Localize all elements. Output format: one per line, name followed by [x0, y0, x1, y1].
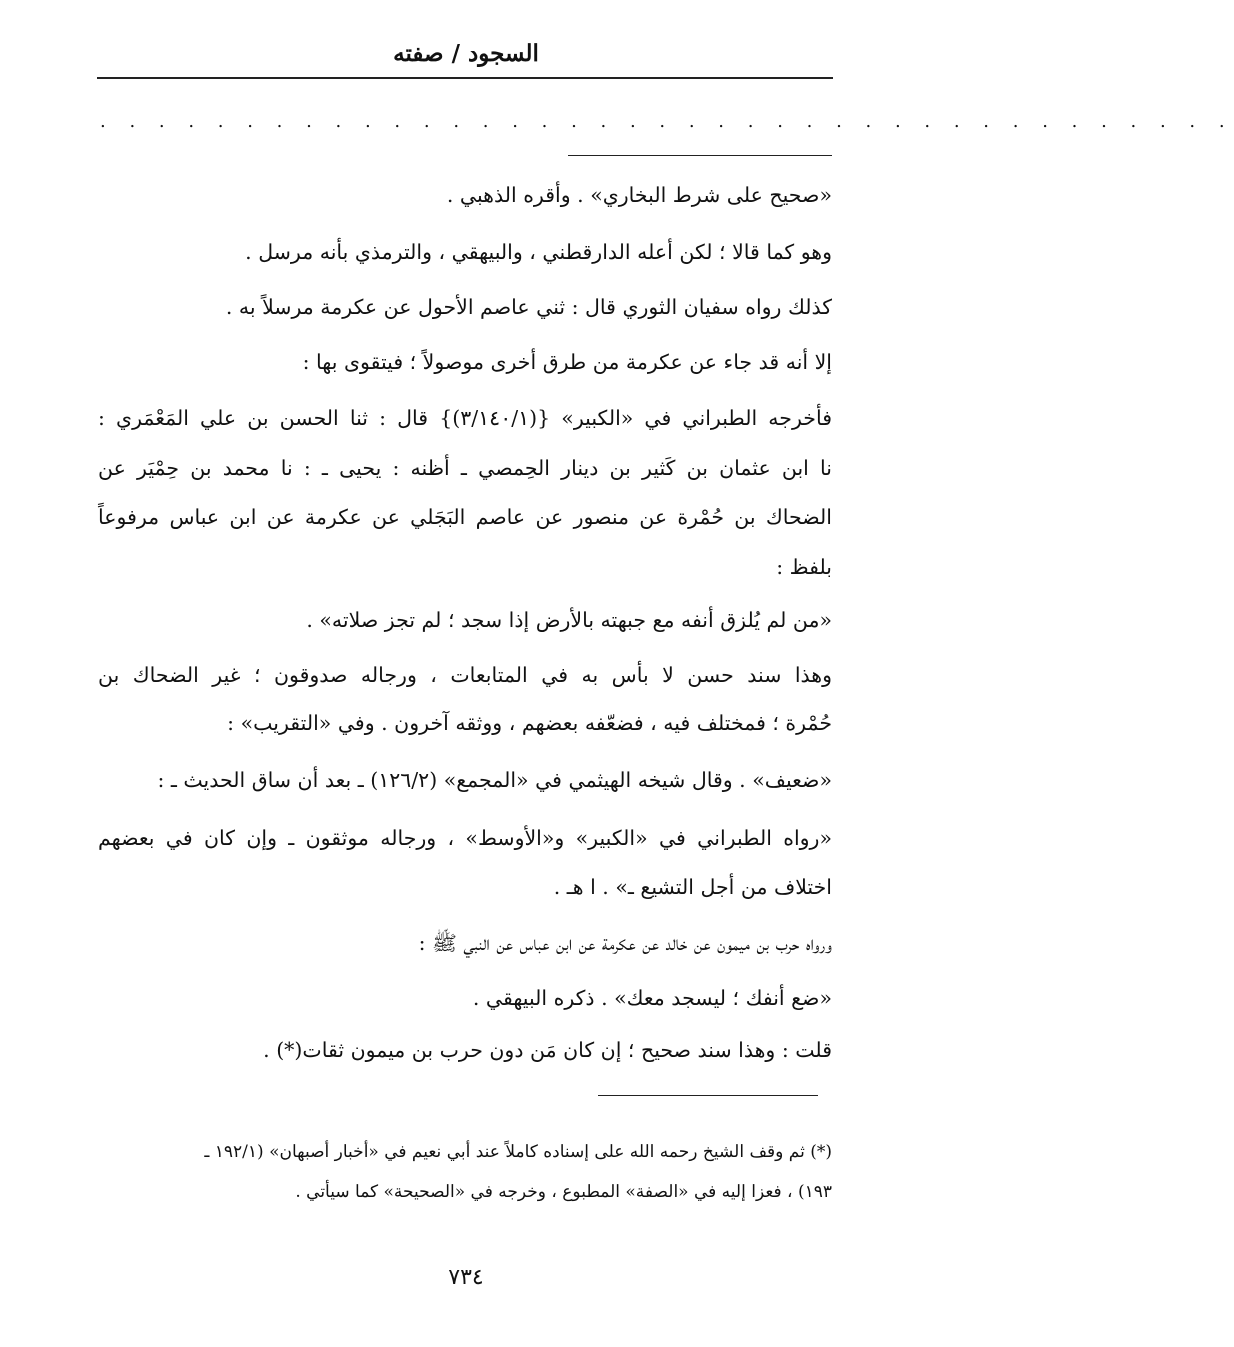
body-line: بلفظ : — [776, 555, 832, 579]
body-line: إلا أنه قد جاء عن عكرمة من طرق أخرى موصولاً ؛ فيتقوى بها : — [302, 350, 832, 374]
body-line: فأخرجه الطبراني في «الكبير» {(٣/١٤٠/١)} قال : ثنا الحسن بن علي المَعْمَري : — [98, 406, 832, 430]
body-line: وهو كما قالا ؛ لكن أعله الدارقطني ، والبيهقي ، والترمذي بأنه مرسل . — [245, 240, 832, 264]
running-header-title: السجود / صفته — [393, 40, 539, 67]
body-line: «ضع أنفك ؛ ليسجد معك» . ذكره البيهقي . — [472, 986, 832, 1010]
section-rule — [568, 155, 832, 156]
body-line: نا ابن عثمان بن كَثير بن دينار الحِمصي ـ أظنه : يحيى ـ : نا محمد بن حِمْيَر عن — [98, 456, 832, 480]
body-line: «من لم يُلزق أنفه مع جبهته بالأرض إذا سجد ؛ لم تجز صلاته» . — [306, 608, 832, 632]
body-line: اختلاف من أجل التشيع ـ» . ا هـ . — [553, 875, 832, 899]
body-line: وهذا سند حسن لا بأس به في المتابعات ، ورجاله صدوقون ؛ غير الضحاك بن — [98, 663, 832, 687]
body-line: «ضعيف» . وقال شيخه الهيثمي في «المجمع» (١٢٦/٢) ـ بعد أن ساق الحديث ـ : — [157, 768, 832, 792]
body-line: ورواه حرب بن ميمون عن خالد عن عكرمة عن ابن عباس عن النبي ﷺ : — [418, 931, 832, 955]
body-line: الضحاك بن حُمْرة عن منصور عن عاصم البَجَلي عن عكرمة عن ابن عباس مرفوعاً — [98, 505, 832, 529]
body-line: «رواه الطبراني في «الكبير» و«الأوسط» ، ورجاله موثقون ـ وإن كان في بعضهم — [98, 826, 832, 850]
footnote-rule — [598, 1095, 818, 1096]
body-line: قلت : وهذا سند صحيح ؛ إن كان مَن دون حرب بن ميمون ثقات(*) . — [263, 1038, 832, 1062]
footnote-line: ١٩٣) ، فعزا إليه في «الصفة» المطبوع ، وخرجه في «الصحيحة» كما سيأتي . — [295, 1182, 832, 1202]
body-line: «صحيح على شرط البخاري» . وأقره الذهبي . — [446, 183, 832, 207]
dotted-separator: . . . . . . . . . . . . . . . . . . . . . . . . . . . . . . . . . . . . . . . — [100, 111, 1234, 132]
page-number: ٧٣٤ — [448, 1265, 484, 1290]
footnote-line: (*) ثم وقف الشيخ رحمه الله على إسناده كاملاً عند أبي نعيم في «أخبار أصبهان» (١٩٢/١ ـ — [204, 1142, 832, 1162]
body-line: كذلك رواه سفيان الثوري قال : ثني عاصم الأحول عن عكرمة مرسلاً به . — [225, 295, 832, 319]
header-rule — [97, 77, 833, 79]
body-line: حُمْرة ؛ فمختلف فيه ، فضعّفه بعضهم ، ووثقه آخرون . وفي «التقريب» : — [227, 711, 832, 735]
